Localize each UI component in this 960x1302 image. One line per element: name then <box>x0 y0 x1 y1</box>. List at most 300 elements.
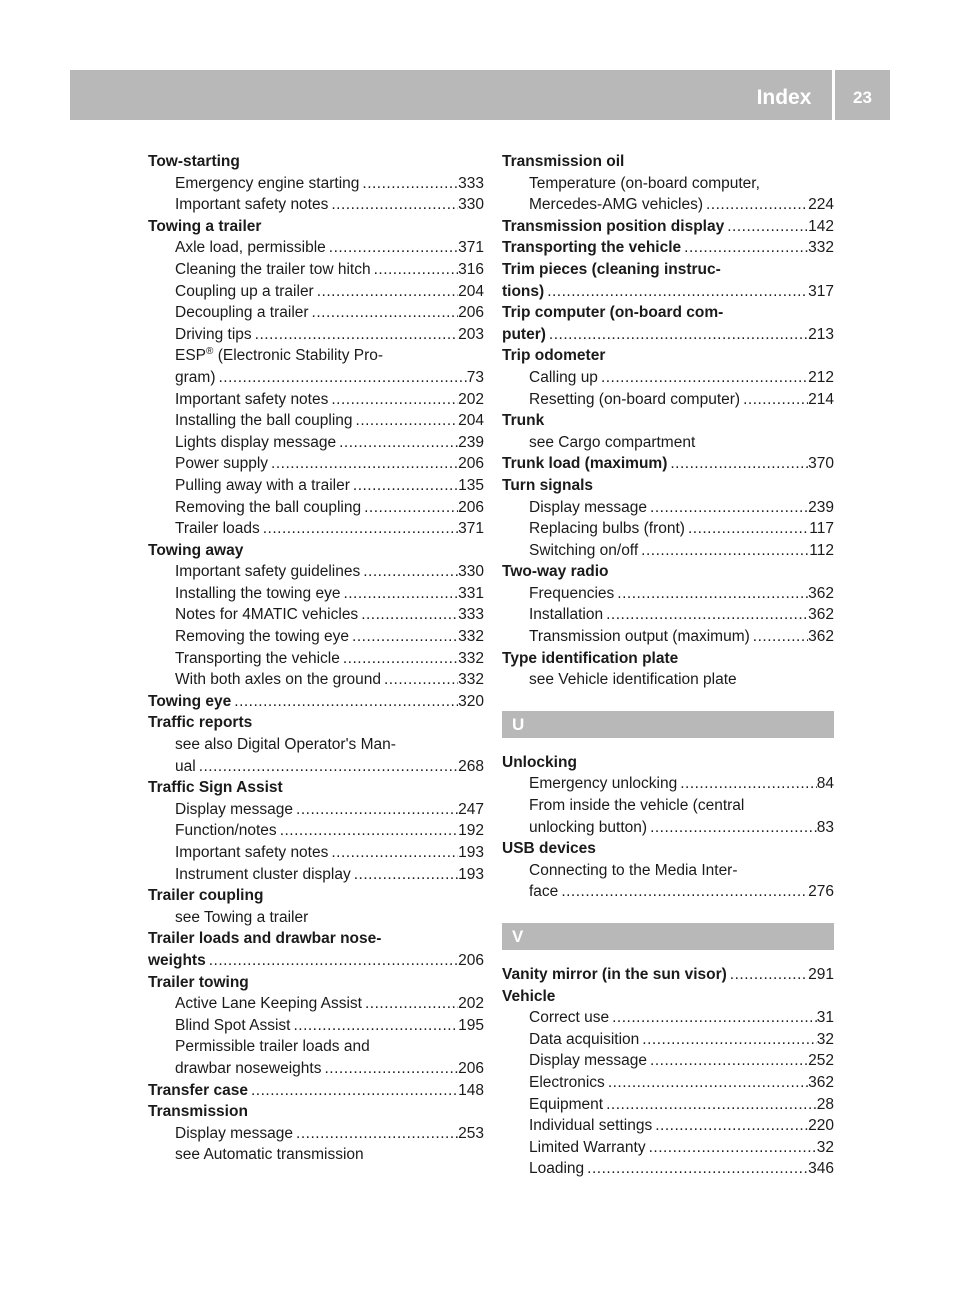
dot-leader <box>598 367 808 389</box>
index-line <box>148 302 484 324</box>
dot-leader <box>351 864 458 886</box>
dot-leader <box>359 173 458 195</box>
dot-leader <box>290 1015 458 1037</box>
index-line <box>502 1007 834 1029</box>
page-ref: 28 <box>816 1095 834 1113</box>
dot-leader <box>326 237 458 259</box>
entry-heading: Trailer loads and drawbar nose- <box>148 930 382 948</box>
dot-leader <box>362 993 458 1015</box>
index-entry <box>502 752 834 838</box>
page-ref: 370 <box>808 455 834 473</box>
dot-leader <box>293 1123 458 1145</box>
dot-leader <box>646 1137 817 1159</box>
sub-entry: see Towing a trailer <box>175 908 309 926</box>
dot-leader <box>231 691 458 713</box>
page-ref: 202 <box>458 995 484 1013</box>
entry-heading: Trip computer (on-board com- <box>502 304 724 322</box>
index-entry <box>502 838 834 903</box>
dot-leader <box>558 881 808 903</box>
index-line <box>502 773 834 795</box>
index-line <box>148 367 484 389</box>
index-entry <box>148 972 484 1080</box>
entry-text <box>502 281 544 303</box>
index-line <box>502 367 834 389</box>
page-ref: 320 <box>458 692 484 710</box>
index-entry <box>502 986 834 1180</box>
dot-leader <box>328 389 458 411</box>
entry-text: Instrument cluster display <box>175 865 351 883</box>
index-entry <box>502 410 834 453</box>
entry-heading: Transporting the vehicle <box>502 239 682 257</box>
index-line <box>502 216 834 238</box>
page-ref: 142 <box>808 217 834 235</box>
dot-leader <box>647 1050 808 1072</box>
index-entry <box>148 885 484 928</box>
entry-heading: Towing away <box>148 541 244 559</box>
dot-leader <box>361 497 458 519</box>
index-line <box>502 497 834 519</box>
dot-leader <box>740 389 808 411</box>
dot-leader <box>605 1072 808 1094</box>
page-ref: 192 <box>458 822 484 840</box>
index-line <box>148 453 484 475</box>
page-ref: 206 <box>458 951 484 969</box>
page-ref: 206 <box>458 304 484 322</box>
letter-heading-u: U <box>502 711 834 738</box>
page-ref: 331 <box>458 584 484 602</box>
index-line <box>502 1029 834 1051</box>
page-ref: 330 <box>458 563 484 581</box>
entry-text: Installing the ball coupling <box>175 412 353 430</box>
index-line <box>148 756 484 778</box>
entry-text: Resetting (on-board computer) <box>529 390 741 408</box>
entry-heading: Unlocking <box>502 753 577 771</box>
dot-leader <box>321 1058 458 1080</box>
page-ref: 333 <box>458 174 484 192</box>
page-ref: 206 <box>458 1059 484 1077</box>
entry-text: Blind Spot Assist <box>175 1016 291 1034</box>
dot-leader <box>681 237 808 259</box>
entry-text: Axle load, permissible <box>175 239 326 257</box>
entry-text: Important safety notes <box>175 196 329 214</box>
entry-text <box>502 964 727 986</box>
dot-leader <box>248 1080 458 1102</box>
index-line <box>148 1058 484 1080</box>
dot-leader <box>546 324 808 346</box>
page-ref: 332 <box>808 239 834 257</box>
dot-leader <box>336 432 458 454</box>
entry-heading: Trim pieces (cleaning instruc- <box>502 260 721 278</box>
page-ref: 371 <box>458 520 484 538</box>
page-ref: 332 <box>458 671 484 689</box>
page-ref: 317 <box>808 282 834 300</box>
dot-leader <box>652 1115 808 1137</box>
entry-text: Coupling up a trailer <box>175 282 314 300</box>
entry-text: Frequencies <box>529 584 615 602</box>
index-entry <box>502 216 834 238</box>
index-group-t <box>502 151 834 691</box>
trademark-mark: ® <box>206 346 214 358</box>
entry-heading: Turn signals <box>502 476 594 494</box>
entry-text: Electronics <box>529 1073 605 1091</box>
index-line <box>148 799 484 821</box>
sub-entry: Connecting to the Media Inter- <box>529 861 738 879</box>
dot-leader <box>268 453 458 475</box>
entry-text: Replacing bulbs (front) <box>529 520 685 538</box>
dot-leader <box>647 817 817 839</box>
index-line <box>502 324 834 346</box>
index-line <box>502 626 834 648</box>
index-entry <box>502 964 834 986</box>
dot-leader <box>350 475 458 497</box>
entry-heading: Traffic Sign Assist <box>148 779 283 797</box>
dot-leader <box>252 324 458 346</box>
dot-leader <box>340 648 458 670</box>
entry-heading: Towing eye <box>148 692 232 710</box>
entry-heading: puter) <box>502 325 546 343</box>
dot-leader <box>685 518 809 540</box>
dot-leader <box>353 410 459 432</box>
index-entry <box>148 928 484 971</box>
index-entry <box>502 237 834 259</box>
entry-text: Active Lane Keeping Assist <box>175 995 362 1013</box>
index-entry <box>148 540 484 691</box>
entry-text: Cleaning the trailer tow hitch <box>175 260 371 278</box>
index-entry <box>502 151 834 216</box>
sub-entry: see Cargo compartment <box>529 433 696 451</box>
entry-text <box>502 216 724 238</box>
page-ref: 332 <box>458 649 484 667</box>
index-line <box>148 950 484 972</box>
entry-text: unlocking button) <box>529 818 648 836</box>
sub-entry: see Vehicle identification plate <box>529 671 737 689</box>
dot-leader <box>603 1094 817 1116</box>
dot-leader <box>727 964 808 986</box>
entry-text: Removing the ball coupling <box>175 498 362 516</box>
page-ref: 220 <box>808 1117 834 1135</box>
dot-leader <box>609 1007 817 1029</box>
index-entry <box>148 151 484 216</box>
entry-heading: Trailer coupling <box>148 887 264 905</box>
page-ref: 203 <box>458 325 484 343</box>
entry-text: Calling up <box>529 368 598 386</box>
entry-text: Lights display message <box>175 433 337 451</box>
index-entry <box>148 1101 484 1166</box>
entry-text: Correct use <box>529 1009 610 1027</box>
index-line <box>502 1050 834 1072</box>
sub-entry: Temperature (on-board computer, <box>529 174 760 192</box>
page-ref: 362 <box>808 628 834 646</box>
page-ref: 195 <box>458 1016 484 1034</box>
entry-text: Equipment <box>529 1095 604 1113</box>
dot-leader <box>750 626 808 648</box>
dot-leader <box>614 583 808 605</box>
entry-heading: Tow-starting <box>148 153 240 170</box>
index-line <box>148 497 484 519</box>
entry-text: Important safety guidelines <box>175 563 361 581</box>
index-line <box>502 1072 834 1094</box>
entry-text: Driving tips <box>175 325 252 343</box>
entry-heading: Vehicle <box>502 987 556 1005</box>
dot-leader <box>677 773 817 795</box>
dot-leader <box>638 540 809 562</box>
entry-text: Data acquisition <box>529 1030 640 1048</box>
entry-heading: Transmission <box>148 1103 248 1121</box>
entry-text: drawbar noseweights <box>175 1059 322 1077</box>
entry-heading: Trunk <box>502 412 545 430</box>
dot-leader <box>309 302 459 324</box>
index-line <box>148 475 484 497</box>
index-line <box>148 432 484 454</box>
sub-entry: Permissible trailer loads and <box>175 1038 370 1056</box>
entry-text: Loading <box>529 1160 585 1178</box>
dot-leader <box>724 216 808 238</box>
index-entry <box>148 777 484 885</box>
index-entry <box>502 302 834 345</box>
entry-heading: Type identification plate <box>502 649 679 667</box>
dot-leader <box>544 281 808 303</box>
index-entry <box>502 453 834 475</box>
index-entry <box>502 648 834 691</box>
entry-heading: tions) <box>502 282 545 300</box>
entry-text <box>148 1080 248 1102</box>
dot-leader <box>314 281 458 303</box>
page-ref: 316 <box>458 260 484 278</box>
section-title: Index <box>756 86 812 109</box>
page-ref: 247 <box>458 800 484 818</box>
sub-entry: see also Digital Operator's Man- <box>175 736 396 754</box>
index-line <box>148 194 484 216</box>
index-line <box>148 604 484 626</box>
page-ref: 362 <box>808 584 834 602</box>
entry-heading: USB devices <box>502 840 596 858</box>
entry-text <box>502 324 546 346</box>
entry-heading: Two-way radio <box>502 563 609 581</box>
page-ref: 268 <box>458 757 484 775</box>
index-line <box>502 604 834 626</box>
page-ref: 333 <box>458 606 484 624</box>
entry-text: Emergency unlocking <box>529 775 678 793</box>
dot-leader <box>349 626 458 648</box>
page-ref: 213 <box>808 325 834 343</box>
entry-text: Power supply <box>175 455 269 473</box>
dot-leader <box>277 820 458 842</box>
entry-heading: Transfer case <box>148 1081 248 1099</box>
index-line <box>502 281 834 303</box>
page-ref: 346 <box>808 1160 834 1178</box>
index-line <box>502 1094 834 1116</box>
page-ref: 239 <box>458 433 484 451</box>
index-group-u <box>502 752 834 903</box>
page-ref: 148 <box>458 1081 484 1099</box>
page-ref: 276 <box>808 883 834 901</box>
index-line <box>148 648 484 670</box>
entry-text: Important safety notes <box>175 844 329 861</box>
index-line <box>502 194 834 216</box>
index-line <box>148 820 484 842</box>
dot-leader <box>703 194 808 216</box>
entry-text: Installing the towing eye <box>175 584 341 602</box>
index-line <box>502 389 834 411</box>
entry-text: Transporting the vehicle <box>175 649 340 667</box>
entry-text: Individual settings <box>529 1117 653 1135</box>
index-line <box>148 518 484 540</box>
page-ref: 330 <box>458 196 484 214</box>
dot-leader <box>206 950 458 972</box>
index-line <box>148 691 484 713</box>
index-line <box>148 389 484 411</box>
page-ref: 332 <box>458 628 484 646</box>
index-line <box>148 173 484 195</box>
index-line <box>502 1115 834 1137</box>
entry-text: Display message <box>529 498 648 516</box>
index-line <box>148 1080 484 1102</box>
page-ref: 212 <box>808 368 834 386</box>
page-ref: 224 <box>808 196 834 214</box>
dot-leader <box>328 842 458 864</box>
index-column-right <box>502 151 834 1180</box>
entry-text: Emergency engine starting <box>175 174 360 192</box>
sub-entry: From inside the vehicle (central <box>529 797 745 815</box>
entry-text: ual <box>175 757 196 775</box>
index-line <box>502 881 834 903</box>
page-ref: 83 <box>816 818 834 836</box>
page-ref: 31 <box>816 1009 834 1027</box>
page-ref: 204 <box>458 282 484 300</box>
page-ref: 362 <box>808 1073 834 1091</box>
page-ref: 73 <box>466 368 484 386</box>
index-line <box>502 518 834 540</box>
entry-text: Mercedes-AMG vehicles) <box>529 196 703 214</box>
index-entry <box>148 712 484 777</box>
entry-heading: Trip odometer <box>502 347 606 365</box>
entry-text: gram) <box>175 368 216 386</box>
entry-heading: Trailer towing <box>148 973 249 991</box>
page-ref: 112 <box>809 541 834 559</box>
entry-text: Switching on/off <box>529 541 639 559</box>
dot-leader <box>371 259 459 281</box>
dot-leader <box>293 799 458 821</box>
index-line <box>148 583 484 605</box>
dot-leader <box>381 669 458 691</box>
entry-text: Removing the towing eye <box>175 628 350 646</box>
index-line <box>148 1123 484 1145</box>
sub-entry: ESP® (Electronic Stability Pro- <box>175 346 384 365</box>
index-line <box>148 410 484 432</box>
index-entry <box>502 561 834 647</box>
entry-text: Installation <box>529 606 604 624</box>
dot-leader <box>667 453 808 475</box>
index-entry <box>148 1080 484 1102</box>
entry-text: Notes for 4MATIC vehicles <box>175 606 359 624</box>
page-ref: 84 <box>816 775 834 793</box>
page-ref: 204 <box>458 412 484 430</box>
dot-leader <box>647 497 808 519</box>
entry-text: Pulling away with a trailer <box>175 476 350 494</box>
index-column-left <box>148 151 484 1166</box>
entry-text: Transmission output (maximum) <box>529 628 750 646</box>
page-ref: 117 <box>809 520 834 538</box>
index-entry <box>148 691 484 713</box>
entry-text: Function/notes <box>175 822 277 840</box>
entry-text: Display message <box>175 800 294 818</box>
entry-text <box>502 237 681 259</box>
dot-leader <box>360 561 458 583</box>
entry-heading: Transmission position display <box>502 217 725 235</box>
entry-text: Trailer loads <box>175 520 260 538</box>
index-line <box>502 1137 834 1159</box>
index-line <box>502 1158 834 1180</box>
index-line <box>148 993 484 1015</box>
dot-leader <box>358 604 458 626</box>
page-number: 23 <box>853 88 872 107</box>
index-line <box>148 259 484 281</box>
index-line <box>148 842 484 864</box>
page-ref: 291 <box>808 966 834 983</box>
page-ref: 202 <box>458 390 484 408</box>
entry-text <box>148 950 206 972</box>
sub-entry: see Automatic transmission <box>175 1146 364 1164</box>
index-line <box>148 864 484 886</box>
dot-leader <box>215 367 466 389</box>
index-line <box>148 561 484 583</box>
entry-heading: Transmission oil <box>502 153 625 170</box>
index-group-v <box>502 964 834 1180</box>
entry-heading: weights <box>148 951 206 969</box>
index-line <box>148 669 484 691</box>
index-line <box>148 281 484 303</box>
entry-text: Display message <box>529 1052 648 1070</box>
index-line <box>148 237 484 259</box>
index-line <box>148 1015 484 1037</box>
index-line <box>502 583 834 605</box>
page-ref: 214 <box>808 390 834 408</box>
page-ref: 362 <box>808 606 834 624</box>
dot-leader <box>196 756 458 778</box>
entry-text: Decoupling a trailer <box>175 304 309 322</box>
entry-text: Display message <box>175 1124 294 1142</box>
index-line <box>502 540 834 562</box>
page-ref: 371 <box>458 239 484 257</box>
page-ref: 135 <box>458 476 484 494</box>
page-ref: 206 <box>458 498 484 516</box>
entry-text: Important safety notes <box>175 390 329 408</box>
entry-heading: Traffic reports <box>148 714 253 732</box>
entry-heading: Trunk load (maximum) <box>502 455 668 473</box>
dot-leader <box>328 194 458 216</box>
letter-heading-v: V <box>502 923 834 950</box>
dot-leader <box>584 1158 808 1180</box>
index-line <box>148 626 484 648</box>
index-entry <box>502 345 834 410</box>
page-ref: 193 <box>458 844 484 861</box>
index-line <box>148 324 484 346</box>
dot-leader <box>260 518 458 540</box>
index-line <box>502 964 834 986</box>
entry-text <box>148 691 231 713</box>
page-ref: 32 <box>816 1138 834 1156</box>
dot-leader <box>603 604 808 626</box>
page-ref: 239 <box>808 498 834 516</box>
index-entry <box>148 216 484 540</box>
page-ref: 32 <box>816 1030 834 1048</box>
entry-text: With both axles on the ground <box>175 671 381 689</box>
dot-leader <box>639 1029 816 1051</box>
dot-leader <box>340 583 458 605</box>
index-entry <box>502 475 834 561</box>
entry-text: face <box>529 883 559 901</box>
page-ref: 193 <box>458 865 484 883</box>
